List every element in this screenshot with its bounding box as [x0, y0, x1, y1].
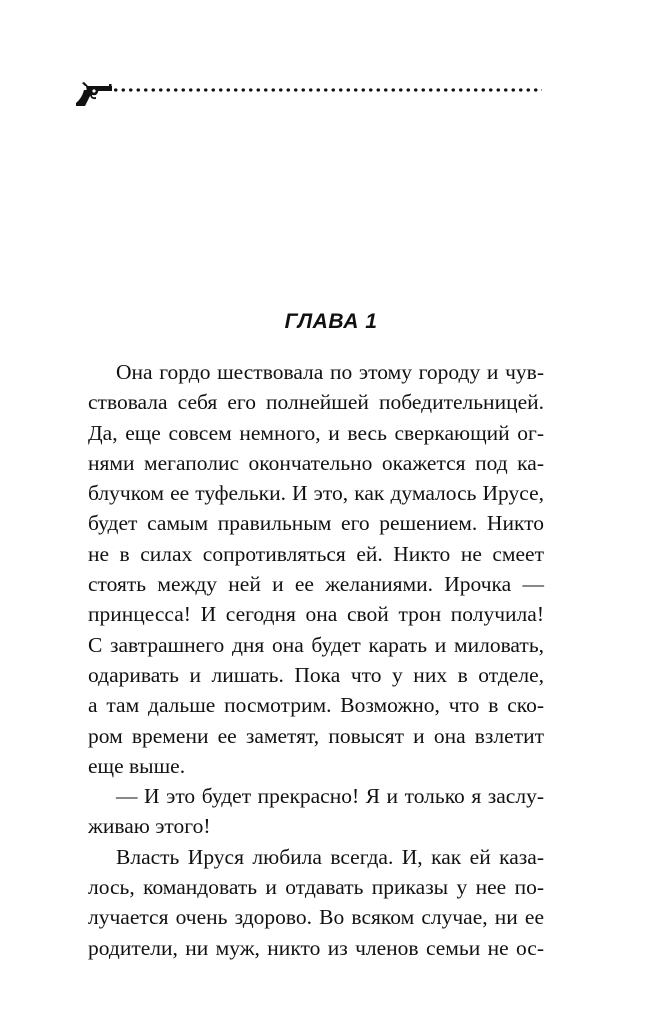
text-line: лучается очень здорово. Во всяком случае, ни ее: [88, 905, 544, 930]
text-line: ствовала себя его полнейшей победительницей.: [88, 390, 544, 415]
chapter-title: ГЛАВА 1: [284, 310, 378, 333]
dotted-rule: [112, 88, 542, 92]
text-line: не в силах сопротивляться ей. Никто не смеет: [88, 541, 544, 566]
revolver-icon: [72, 80, 114, 110]
text-line: Да, еще совсем немного, и весь сверкающий ог-: [88, 420, 544, 445]
text-line: а там дальше посмотрим. Возможно, что в ско-: [88, 693, 544, 718]
text-line: родители, ни муж, никто из членов семьи не ос-: [88, 935, 544, 960]
text-line: лось, командовать и отдавать приказы у нее по-: [88, 875, 544, 900]
text-line: еще выше.: [88, 753, 186, 778]
body-text: [88, 357, 544, 963]
text-line: нями мегаполис окончательно окажется под ка-: [88, 450, 544, 475]
text-line: одаривать и лишать. Пока что у них в отделе,: [88, 662, 544, 687]
text-line: Она гордо шествовала по этому городу и чув-: [116, 360, 544, 384]
text-line: стоять между ней и ее желаниями. Ирочка —: [88, 572, 544, 597]
text-line: С завтрашнего дня она будет карать и миловать,: [88, 632, 544, 657]
text-line: Власть Ируся любила всегда. И, как ей каза-: [116, 844, 544, 869]
dialogue-line: живаю этого!: [88, 814, 211, 839]
text-line: принцесса! И сегодня она свой трон получила!: [88, 602, 544, 627]
text-line: ром времени ее заметят, повысят и она взлетит: [88, 723, 544, 748]
dialogue-line: — И это будет прекрасно! Я и только я заслу-: [116, 784, 544, 809]
text-line: будет самым правильным его решением. Никто: [88, 511, 544, 536]
text-line: блучком ее туфельки. И это, как думалось Ирусе,: [88, 481, 544, 506]
header-ornament: [72, 80, 546, 110]
